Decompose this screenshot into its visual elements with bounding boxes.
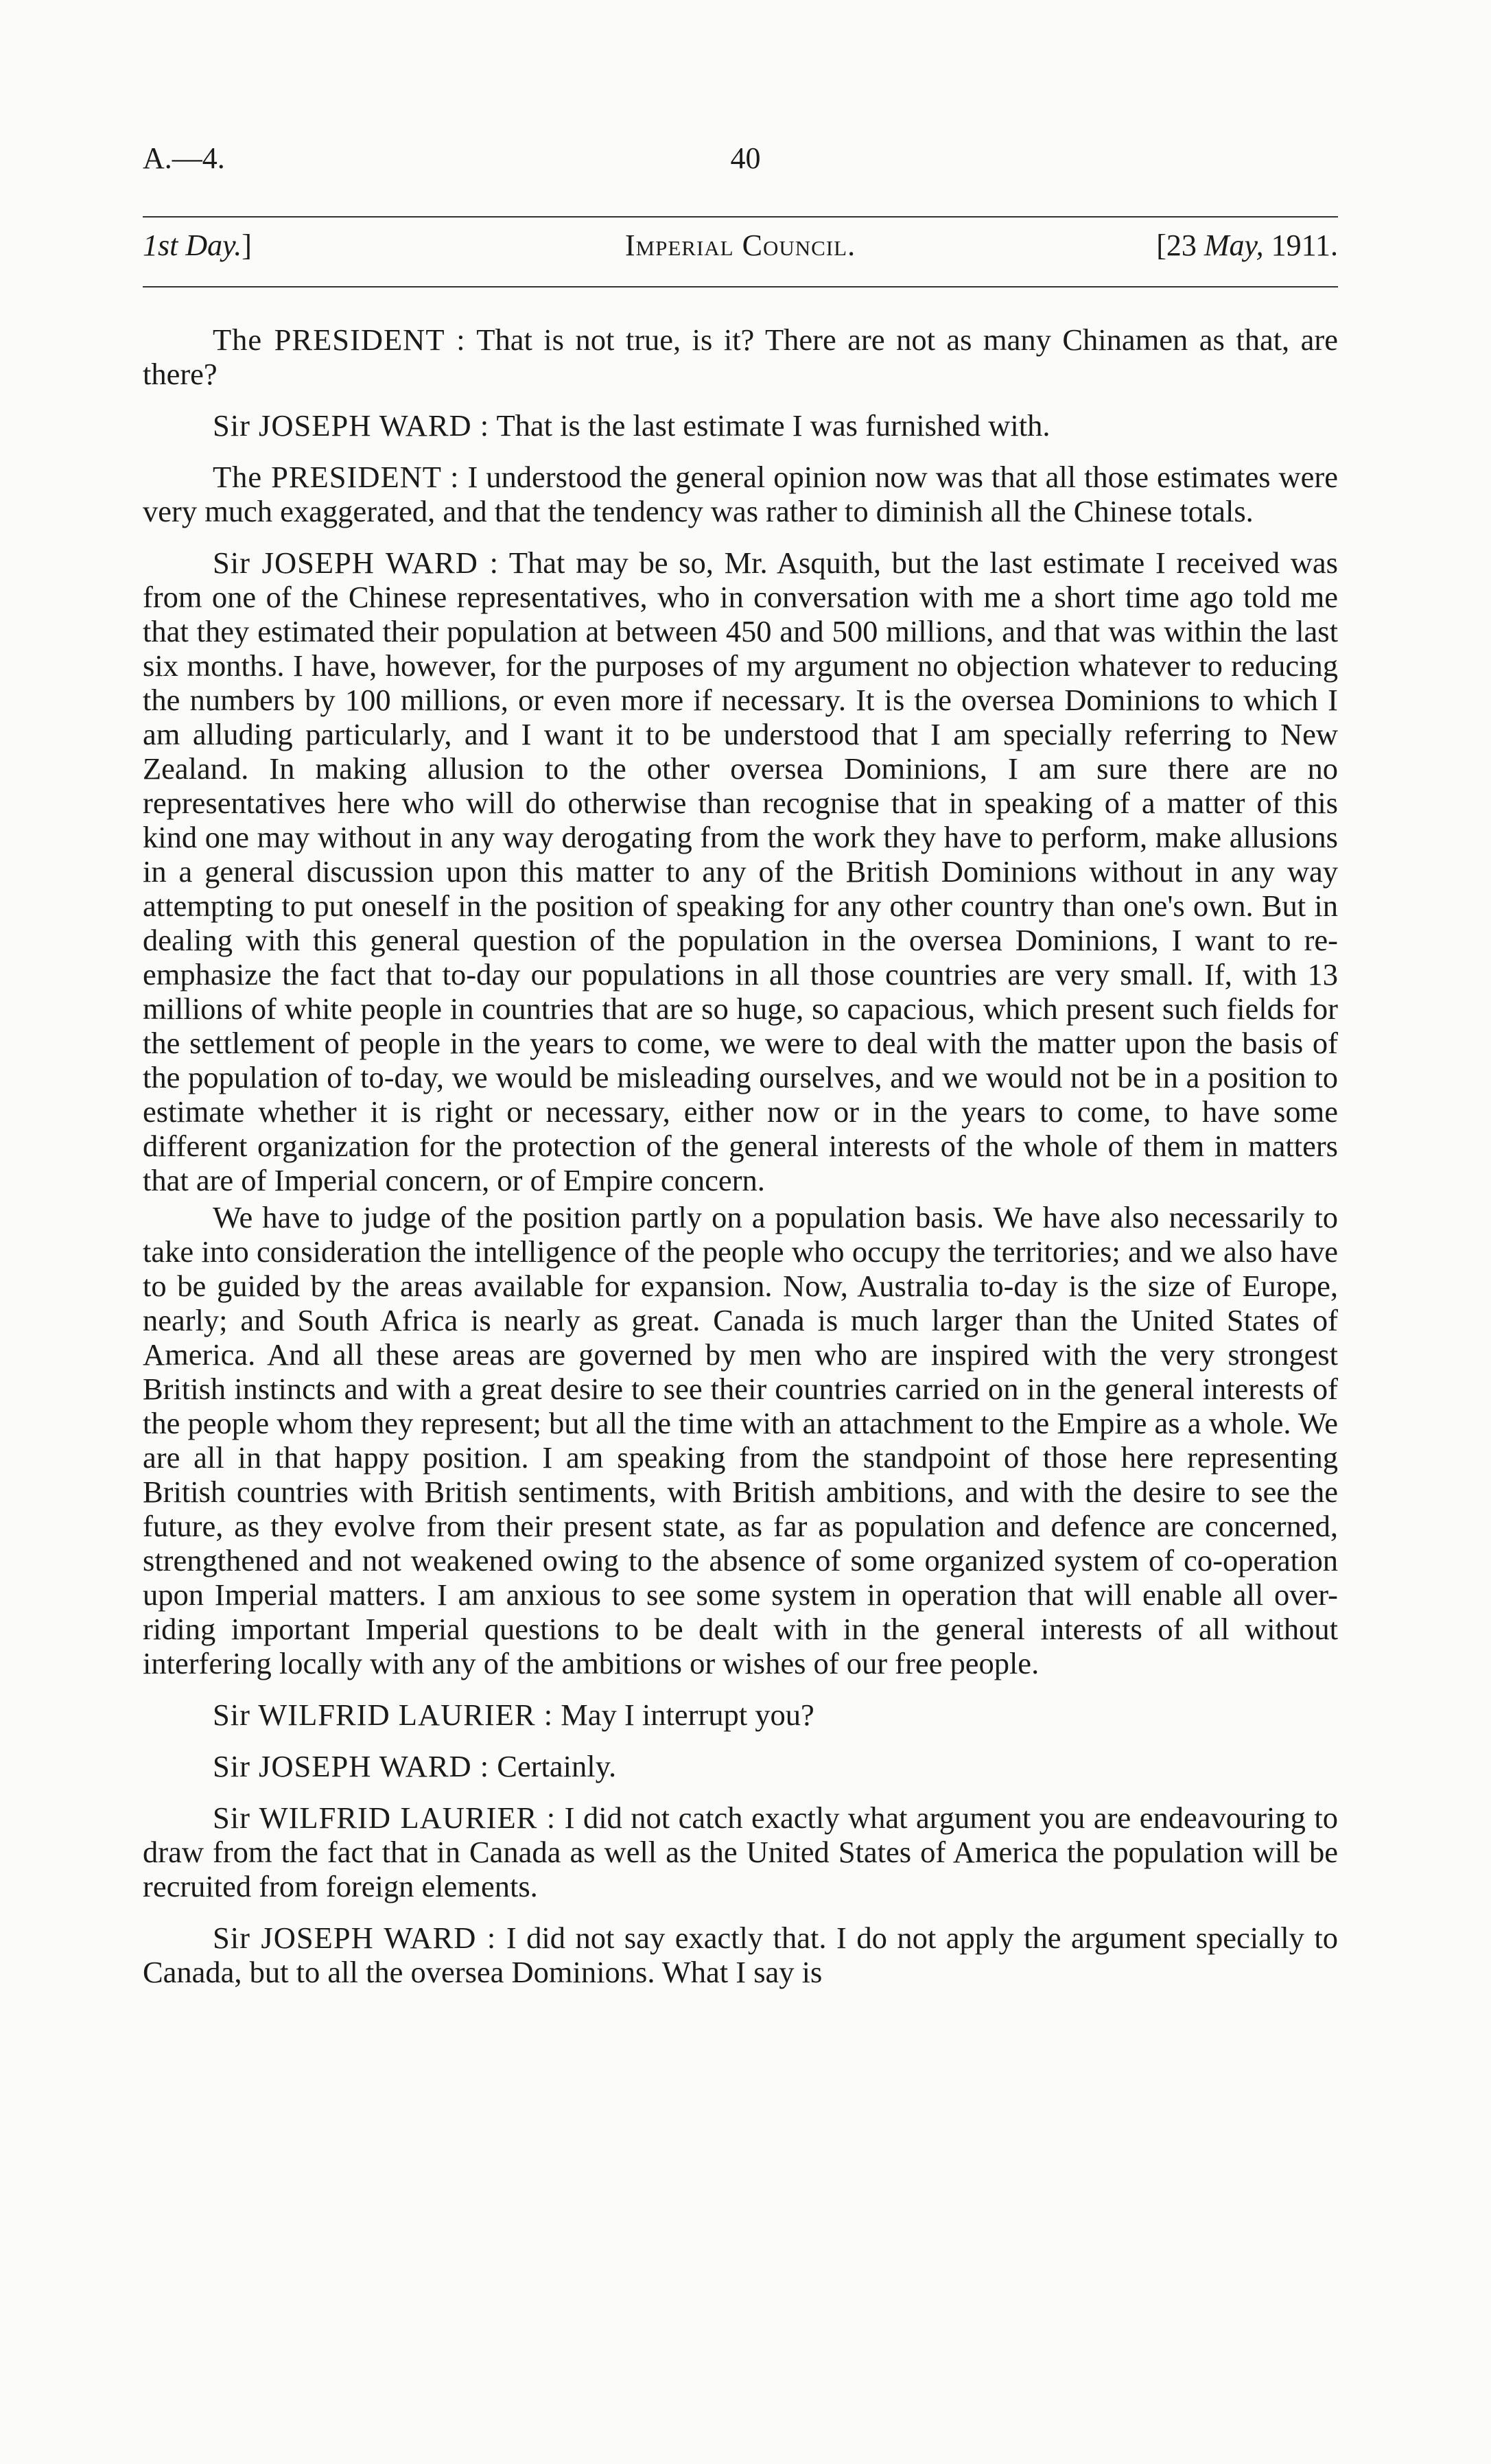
paragraph-text: I did not say exactly that. I do not apply the argument specially to Canada, but to all the oversea Dominions. What I say is (143, 1921, 1338, 1989)
running-head (143, 228, 1338, 269)
running-head-title: Imperial Council. (624, 228, 856, 262)
paragraph-text: Certainly. (497, 1749, 617, 1783)
speaker-name: Sir JOSEPH WARD : (213, 408, 490, 443)
speaker-name: Sir WILFRID LAURIER : (213, 1698, 554, 1732)
paragraph (143, 460, 1338, 528)
paragraph (143, 1200, 1338, 1680)
paragraph (143, 1749, 1338, 1783)
speaker-name: The PRESIDENT : (213, 322, 466, 357)
paragraph-text: I understood the general opinion now was that all those estimates were very much exaggerated, and that the tendency was rather to diminish all the Chinese totals. (143, 460, 1338, 528)
page-reference: A.—4. (143, 141, 225, 175)
page-number: 40 (730, 141, 761, 175)
paragraph-text: That may be so, Mr. Asquith, but the last estimate I received was from one of the Chinese representatives, who in conversation with me a short time ago told me that they estimated their population at between 450 and 500 millions, and that was within the last six months. I have, however, for the purposes of my argument no objection whatever to reducing the numbers by 100 millions, or even more if necessary. It is the oversea Dominions to which I am alluding particularly, and I want it to be understood that I am specially referring to New Zealand. In making allusion to the other oversea Dominions, I am sure there are no representatives here who will do otherwise than recognise that in speaking of a matter of this kind one may without in any way derogating from the work they have to perform, make allusions in a general discussion upon this matter to any of the British Dominions without in any way attempting to put oneself in the position of speaking for any other country than one's own. But in dealing with this general question of the population in the oversea Dominions, I want to re-emphasize the fact that to-day our populations in all those countries are very small. If, with 13 millions of white people in countries that are so huge, so capacious, which present such fields for the settlement of people in the years to come, we were to deal with the matter upon the basis of the population of to-day, we would be misleading ourselves, and we would not be in a position to estimate whether it is right or necessary, either now or in the years to come, to have some different organization for the protection of the general interests of the whole of them in matters that are of Imperial concern, or of Empire concern. (143, 545, 1338, 1197)
day-word: Day. (185, 228, 242, 262)
speaker-name: Sir JOSEPH WARD : (213, 1921, 497, 1955)
speaker-name: The PRESIDENT : (213, 460, 460, 494)
body-text (143, 322, 1338, 2006)
paragraph (143, 1800, 1338, 1903)
running-head-day: 1st Day.] (143, 228, 252, 262)
date-month: May, (1204, 228, 1264, 262)
day-number: 1st (143, 228, 178, 262)
speaker-name: Sir JOSEPH WARD : (213, 545, 499, 580)
header-rule-top (143, 216, 1338, 218)
speaker-name: Sir WILFRID LAURIER : (213, 1800, 556, 1835)
paragraph (143, 322, 1338, 391)
paragraph (143, 545, 1338, 1197)
paragraph-text: May I interrupt you? (561, 1698, 814, 1732)
running-head-date: [23 May, 1911. (1156, 228, 1338, 262)
paragraph-text: We have to judge of the position partly on a population basis. We have also necessarily to take into consideration the intelligence of the people who occupy the territories; and we also have to be guided by the areas available for expansion. Now, Australia to-day is the size of Europe, nearly; and South Africa is nearly as great. Canada is much larger than the United States of America. And all these areas are governed by men who are inspired with the very strongest British instincts and with a great desire to see their countries carried on in the general interests of the people whom they represent; but all the time with an attachment to the Empire as a whole. We are all in that happy position. I am speaking from the standpoint of those here representing British countries with British sentiments, with British ambitions, and with the desire to see the future, as they evolve from their present state, as far as population and defence are concerned, strengthened and not weakened owing to the absence of some organized system of co-operation upon Imperial matters. I am anxious to see some system in operation that will enable all over-riding important Imperial questions to be dealt with in the general interests of all without interfering locally with any of the ambitions or wishes of our free people. (143, 1200, 1338, 1680)
paragraph-text: That is not true, is it? There are not as many Chinamen as that, are there? (143, 322, 1338, 391)
paragraph (143, 1921, 1338, 1989)
header-rule-bottom (143, 286, 1338, 288)
paragraph-text: That is the last estimate I was furnished with. (496, 408, 1050, 443)
paragraph (143, 408, 1338, 443)
paragraph-text: I did not catch exactly what argument you are endeavouring to draw from the fact that in Canada as well as the United States of America the population will be recruited from foreign elements. (143, 1800, 1338, 1903)
paragraph (143, 1698, 1338, 1732)
speaker-name: Sir JOSEPH WARD : (213, 1749, 490, 1783)
